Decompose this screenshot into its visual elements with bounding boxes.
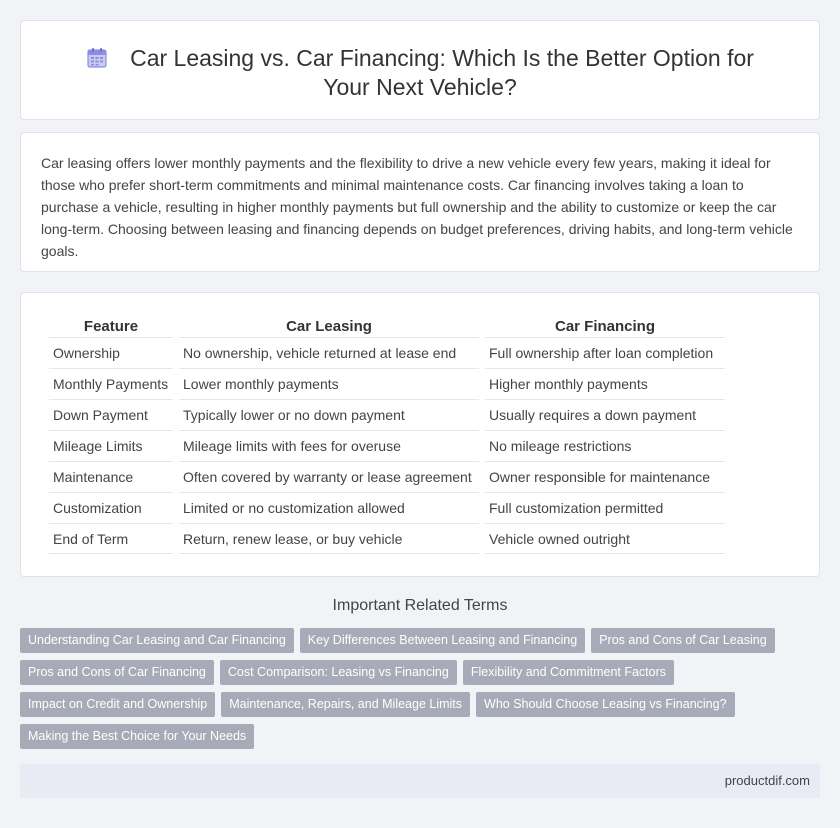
footer-site-name: productdif.com	[724, 773, 810, 788]
comparison-table	[43, 315, 731, 554]
car-financing-cell: No mileage restrictions	[485, 430, 725, 461]
table-row	[49, 337, 725, 368]
car-leasing-cell: Typically lower or no down payment	[179, 399, 479, 430]
car-financing-cell: Usually requires a down payment	[485, 399, 725, 430]
car-financing-cell: Owner responsible for maintenance	[485, 461, 725, 492]
car-leasing-cell: Limited or no customization allowed	[179, 492, 479, 523]
related-term-tag[interactable]: Cost Comparison: Leasing vs Financing	[220, 660, 457, 685]
page-title	[61, 44, 779, 102]
table-row	[49, 430, 725, 461]
table-header-row	[49, 315, 725, 337]
table-row	[49, 368, 725, 399]
feature-cell: Monthly Payments	[49, 368, 173, 399]
tag-row	[20, 628, 820, 660]
related-term-tag[interactable]: Understanding Car Leasing and Car Financing	[20, 628, 294, 653]
related-term-tag[interactable]: Key Differences Between Leasing and Financing	[300, 628, 585, 653]
car-financing-cell: Vehicle owned outright	[485, 523, 725, 554]
feature-cell: Down Payment	[49, 399, 173, 430]
table-row	[49, 492, 725, 523]
intro-text: Car leasing offers lower monthly payments and the flexibility to drive a new vehicle every few years, making it ideal for those who prefer short-term commitments and minimal maintenance costs. Car financing involves taking a loan to purchase a vehicle, resulting in higher monthly payments but full ownership and the ability to customize or keep the car long-term. Choosing between leasing and financing depends on budget preferences, driving habits, and long-term vehicle goals.	[41, 155, 793, 259]
comparison-card	[20, 292, 820, 577]
car-leasing-cell: Often covered by warranty or lease agreement	[179, 461, 479, 492]
related-term-tag[interactable]: Flexibility and Commitment Factors	[463, 660, 674, 685]
car-leasing-cell: No ownership, vehicle returned at lease end	[179, 337, 479, 368]
intro-card	[20, 132, 820, 272]
related-term-tag[interactable]: Pros and Cons of Car Financing	[20, 660, 214, 685]
car-leasing-cell: Return, renew lease, or buy vehicle	[179, 523, 479, 554]
page-title-text: Car Leasing vs. Car Financing: Which Is the Better Option for Your Next Vehicle?	[130, 45, 754, 100]
related-terms-title: Important Related Terms	[332, 597, 508, 614]
car-financing-cell: Full customization permitted	[485, 492, 725, 523]
tag-row	[20, 692, 820, 724]
related-term-tag[interactable]: Who Should Choose Leasing vs Financing?	[476, 692, 735, 717]
related-term-tag[interactable]: Pros and Cons of Car Leasing	[591, 628, 774, 653]
tag-row	[20, 660, 820, 692]
table-row	[49, 399, 725, 430]
footer	[20, 764, 820, 798]
header-card	[20, 20, 820, 120]
column-header-car-leasing: Car Leasing	[286, 317, 372, 335]
column-header-feature: Feature	[83, 317, 139, 335]
related-terms-list	[20, 628, 820, 756]
car-leasing-cell: Mileage limits with fees for overuse	[179, 430, 479, 461]
feature-cell: Ownership	[49, 337, 173, 368]
feature-cell: Mileage Limits	[49, 430, 173, 461]
calendar-icon	[86, 47, 108, 69]
related-term-tag[interactable]: Impact on Credit and Ownership	[20, 692, 215, 717]
tag-row	[20, 724, 820, 756]
table-row	[49, 523, 725, 554]
feature-cell: Maintenance	[49, 461, 173, 492]
feature-cell: End of Term	[49, 523, 173, 554]
related-term-tag[interactable]: Making the Best Choice for Your Needs	[20, 724, 254, 749]
table-row	[49, 461, 725, 492]
car-financing-cell: Higher monthly payments	[485, 368, 725, 399]
related-term-tag[interactable]: Maintenance, Repairs, and Mileage Limits	[221, 692, 470, 717]
car-leasing-cell: Lower monthly payments	[179, 368, 479, 399]
car-financing-cell: Full ownership after loan completion	[485, 337, 725, 368]
feature-cell: Customization	[49, 492, 173, 523]
column-header-car-financing: Car Financing	[554, 317, 655, 335]
